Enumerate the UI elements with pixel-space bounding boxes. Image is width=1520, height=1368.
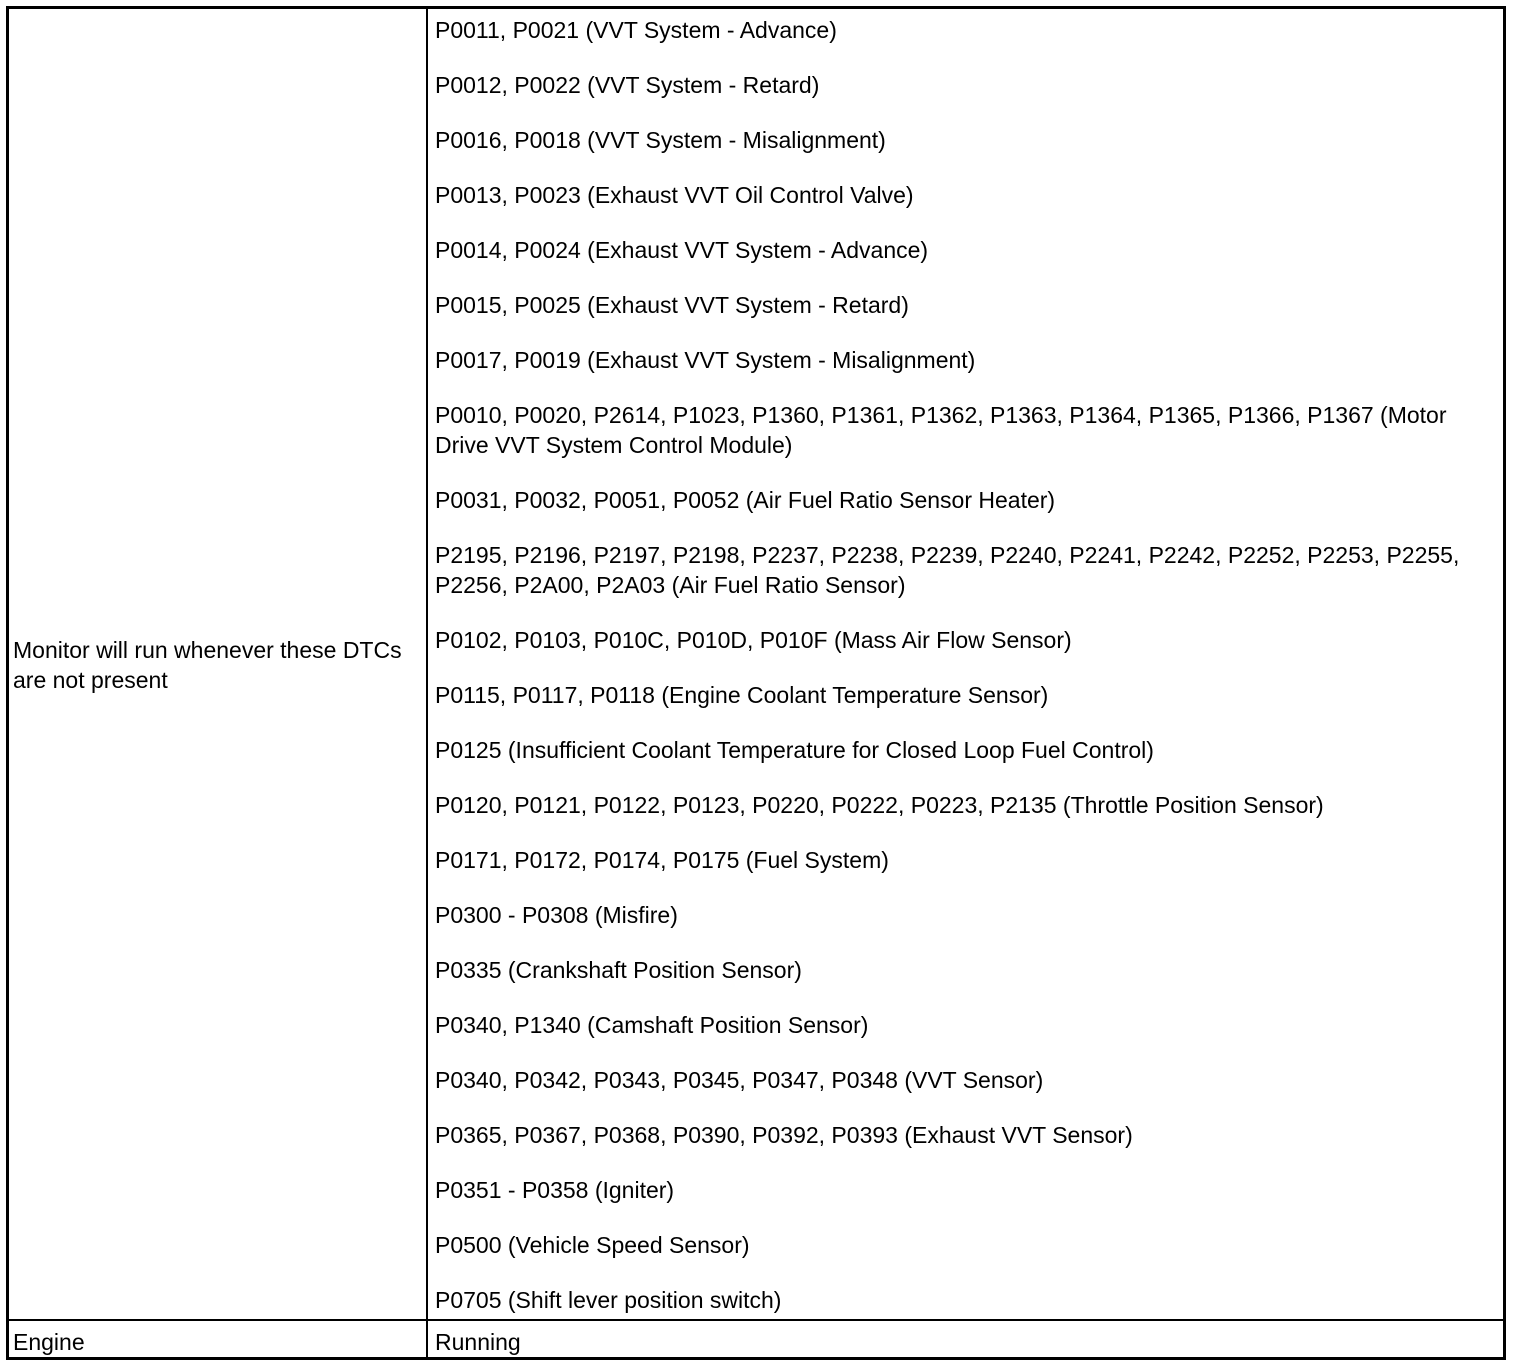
engine-value: Running <box>435 1329 521 1355</box>
dtc-item: P0010, P0020, P2614, P1023, P1360, P1361, P1362, P1363, P1364, P1365, P1366, P1367 (Motor Drive VVT System Control Module) <box>435 402 1447 458</box>
dtc-item: P0012, P0022 (VVT System - Retard) <box>435 72 820 98</box>
table-cell-engine-value <box>428 1321 1503 1357</box>
dtc-item: P0013, P0023 (Exhaust VVT Oil Control Valve) <box>435 182 914 208</box>
dtc-item: P0031, P0032, P0051, P0052 (Air Fuel Ratio Sensor Heater) <box>435 487 1056 513</box>
dtc-item: P0102, P0103, P010C, P010D, P010F (Mass Air Flow Sensor) <box>435 627 1072 653</box>
condition-label: Monitor will run whenever these DTCs are not present <box>13 637 402 693</box>
dtc-item: P0015, P0025 (Exhaust VVT System - Retard) <box>435 292 909 318</box>
dtc-item: P0340, P1340 (Camshaft Position Sensor) <box>435 1012 869 1038</box>
dtc-item: P2195, P2196, P2197, P2198, P2237, P2238, P2239, P2240, P2241, P2242, P2252, P2253, P2255, P2256, P2A00, P2A03 (Air Fuel Ratio Sensor) <box>435 542 1460 598</box>
dtc-item: P0500 (Vehicle Speed Sensor) <box>435 1232 750 1258</box>
dtc-item: P0011, P0021 (VVT System - Advance) <box>435 17 837 43</box>
conditions-table <box>6 6 1506 1360</box>
dtc-item: P0014, P0024 (Exhaust VVT System - Advance) <box>435 237 929 263</box>
dtc-item: P0351 - P0358 (Igniter) <box>435 1177 675 1203</box>
dtc-item: P0120, P0121, P0122, P0123, P0220, P0222, P0223, P2135 (Throttle Position Sensor) <box>435 792 1324 818</box>
dtc-item: P0705 (Shift lever position switch) <box>435 1287 782 1313</box>
table-row-engine <box>9 1319 1503 1357</box>
dtc-item: P0300 - P0308 (Misfire) <box>435 902 678 928</box>
dtc-item: P0016, P0018 (VVT System - Misalignment) <box>435 127 886 153</box>
table-cell-condition-label <box>9 9 428 1319</box>
dtc-item: P0017, P0019 (Exhaust VVT System - Misalignment) <box>435 347 976 373</box>
dtc-item: P0115, P0117, P0118 (Engine Coolant Temperature Sensor) <box>435 682 1049 708</box>
table-cell-dtc-list <box>428 9 1503 1319</box>
dtc-list <box>435 15 1493 1340</box>
dtc-item: P0365, P0367, P0368, P0390, P0392, P0393 (Exhaust VVT Sensor) <box>435 1122 1133 1148</box>
table-row-dtc-conditions <box>9 9 1503 1319</box>
table-cell-engine-label <box>9 1321 428 1357</box>
dtc-item: P0340, P0342, P0343, P0345, P0347, P0348 (VVT Sensor) <box>435 1067 1044 1093</box>
dtc-item: P0335 (Crankshaft Position Sensor) <box>435 957 802 983</box>
dtc-item: P0171, P0172, P0174, P0175 (Fuel System) <box>435 847 889 873</box>
dtc-item: P0125 (Insufficient Coolant Temperature for Closed Loop Fuel Control) <box>435 737 1154 763</box>
engine-label: Engine <box>13 1329 85 1355</box>
